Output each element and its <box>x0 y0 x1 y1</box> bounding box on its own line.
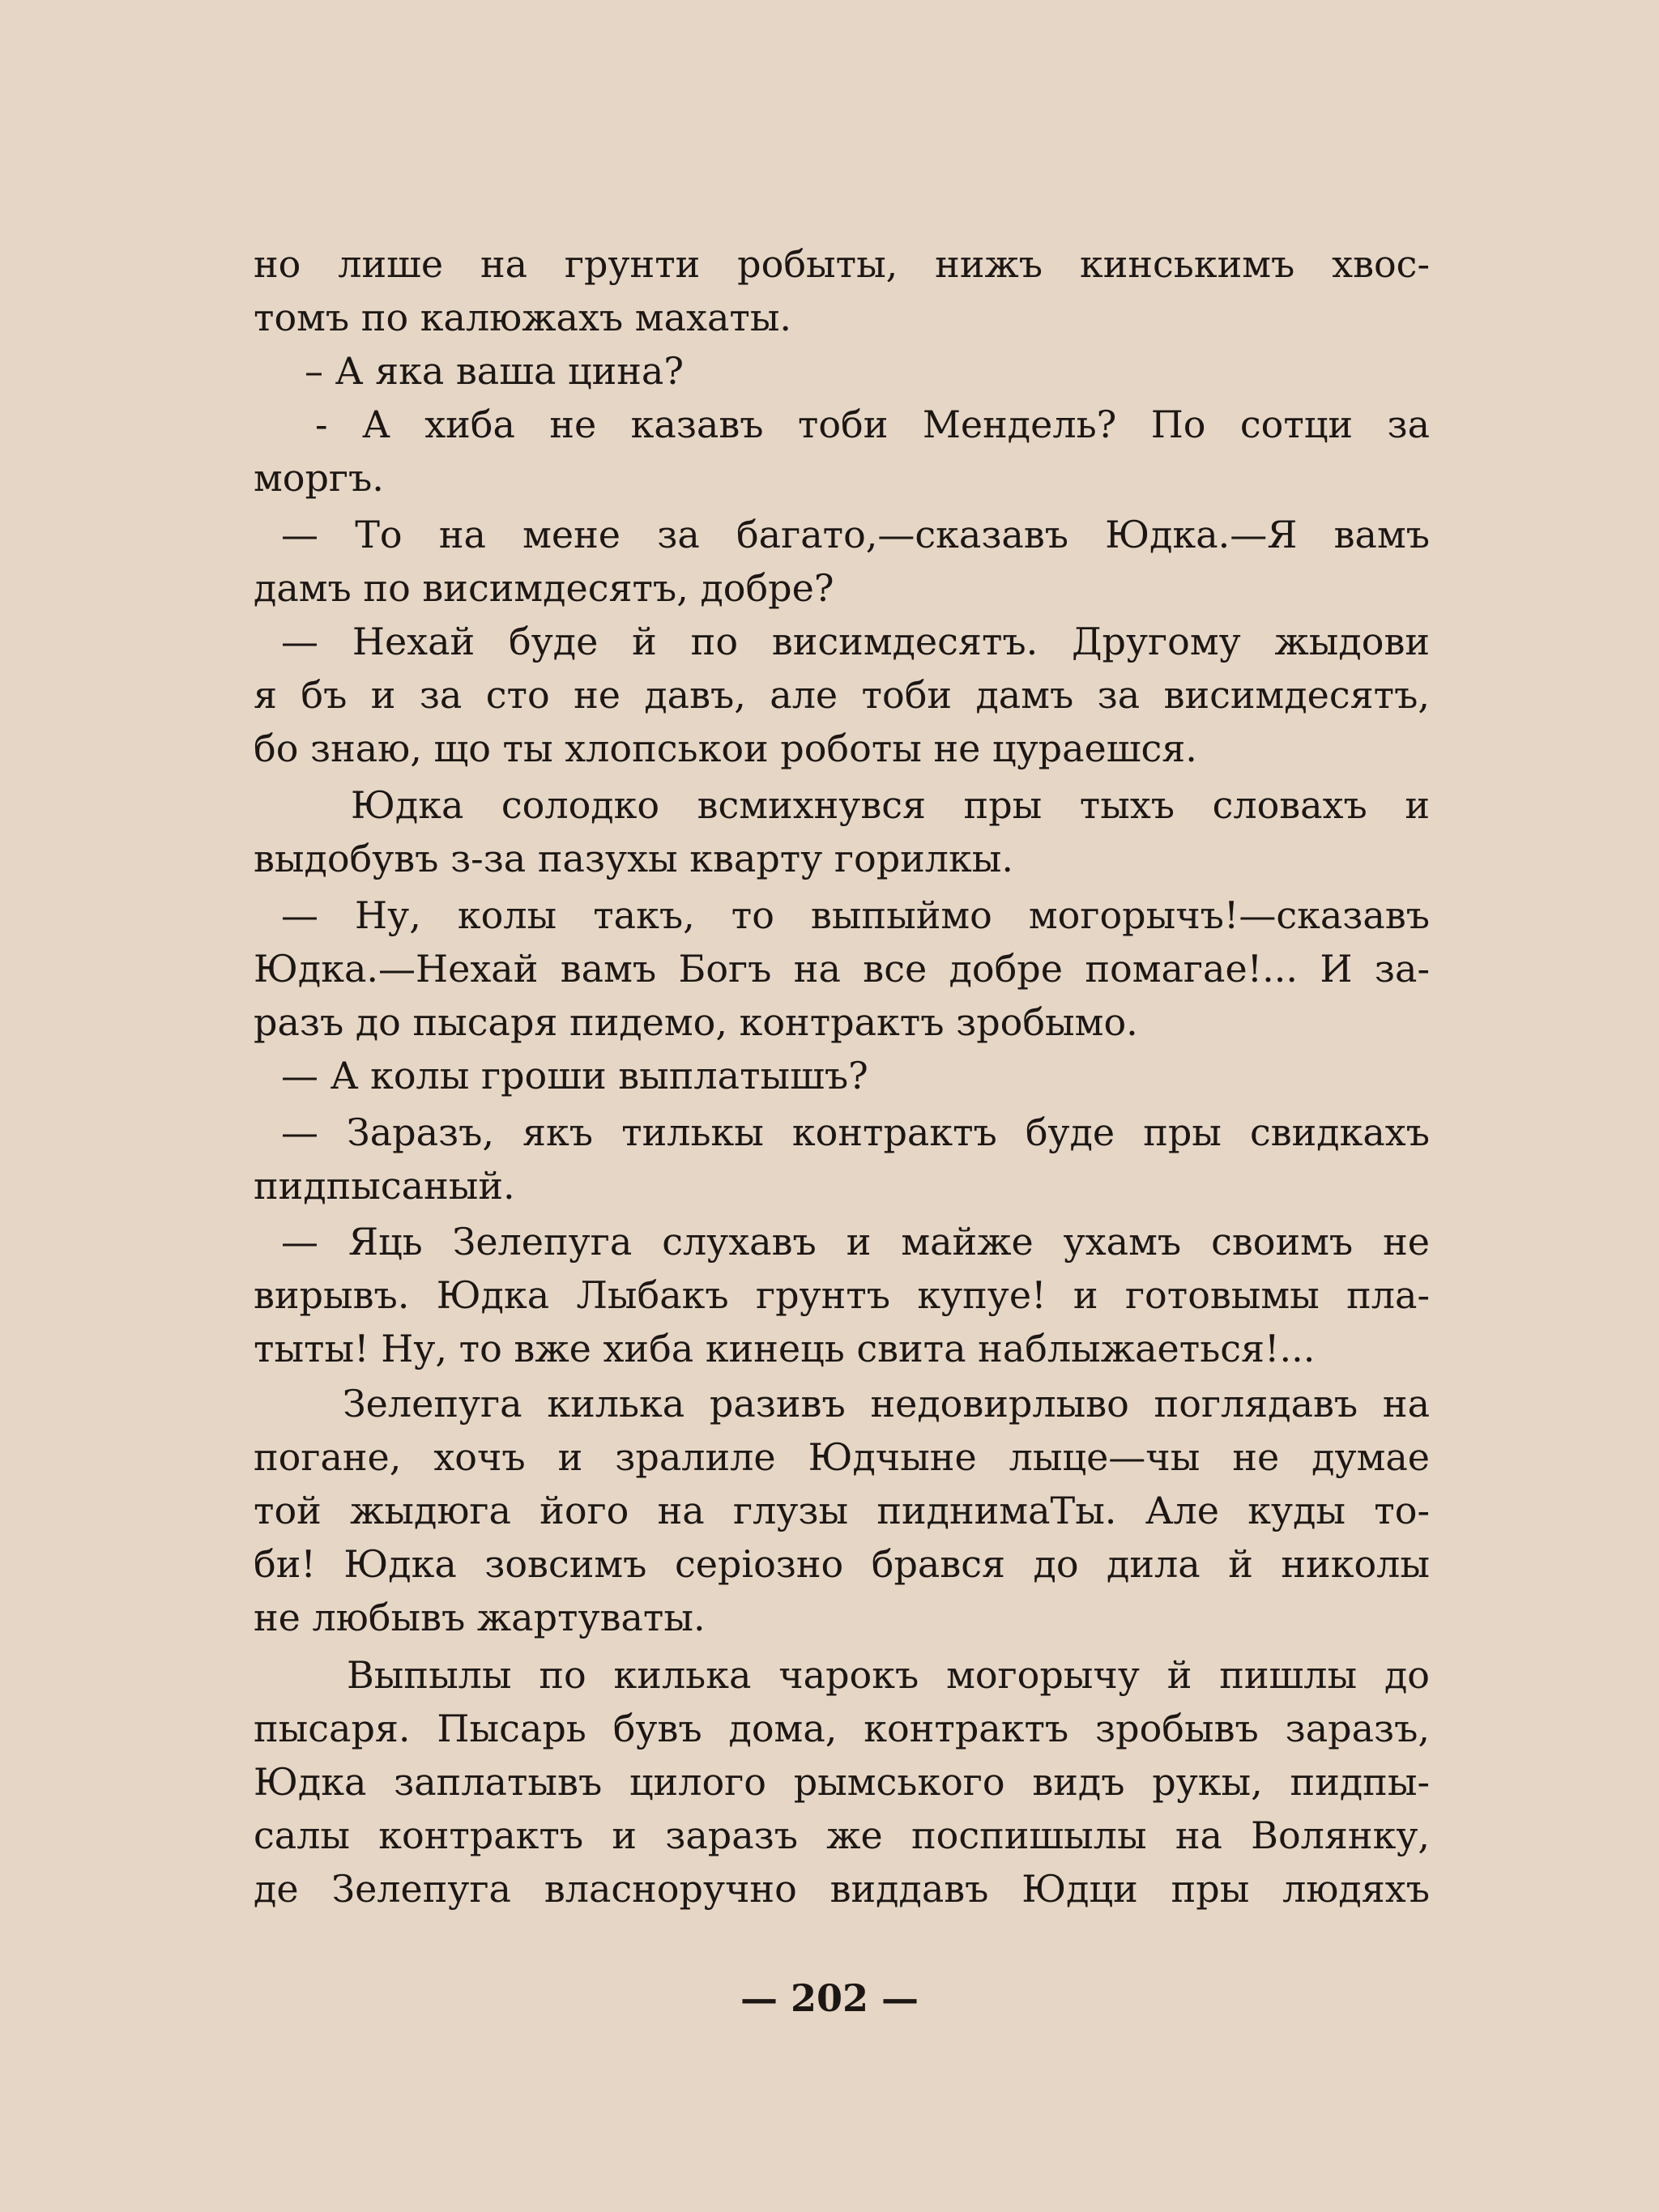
text-line: выдобувъ з-за пазухы кварту горилкы. <box>254 837 1014 880</box>
text-line: моргъ. <box>254 456 384 500</box>
text-line: тыты! Ну, то вже хиба кинець свита наблыжаеться!... <box>254 1327 1316 1370</box>
text-line: де Зелепуга власноручно виддавъ Юдци пры людяхъ <box>254 1867 1430 1911</box>
text-line: пысаря. Пысарь бувъ дома, контрактъ зробывъ заразъ, <box>254 1707 1430 1750</box>
text-line: — Ну, колы такъ, то выпыймо могорычъ!—сказавъ <box>281 893 1430 937</box>
text-line: но лише на грунти робыты, нижъ кинськимъ хвос- <box>254 242 1430 286</box>
text-line: би! Юдка зовсимъ серіозно брався до дила й николы <box>254 1542 1430 1586</box>
text-line: погане, хочъ и зралиле Юдчыне лыце—чы не думае <box>254 1435 1430 1479</box>
text-line: бо знаю, що ты хлопськои роботы не цураешся. <box>254 727 1197 770</box>
text-line: Юдка.—Нехай вамъ Богъ на все добре помагае!... И за- <box>254 947 1430 991</box>
text-line: Юдка заплатывъ цилого рымського видъ рукы, пидпы- <box>254 1760 1430 1804</box>
text-line: – А яка ваша цина? <box>305 349 684 393</box>
text-line: томъ по калюжахъ махаты. <box>254 296 792 339</box>
text-line: — А колы гроши выплатышъ? <box>281 1054 868 1097</box>
text-line: разъ до пысаря пидемо, контрактъ зробымо. <box>254 1000 1138 1044</box>
text-line: — Заразъ, якъ тилькы контрактъ буде пры свидкахъ <box>281 1110 1430 1154</box>
text-line: я бъ и за сто не давъ, але тоби дамъ за висимдесятъ, <box>254 673 1430 717</box>
text-line: не любывъ жартуваты. <box>254 1596 706 1639</box>
page-number: — 202 — <box>740 1976 919 2020</box>
text-line: вирывъ. Юдка Лыбакъ грунтъ купуе! и готовымы пла- <box>254 1273 1430 1317</box>
text-line: салы контрактъ и заразъ же поспишылы на Волянку, <box>254 1813 1430 1857</box>
text-line: Выпылы по килька чарокъ могорычу й пишлы до <box>347 1653 1430 1697</box>
text-line: - А хиба не казавъ тоби Мендель? По сотци за <box>315 403 1430 446</box>
text-line: — Яць Зелепуга слухавъ и майже ухамъ своимъ не <box>281 1220 1430 1264</box>
text-line: Зелепуга килька разивъ недовирлыво поглядавъ на <box>343 1382 1430 1426</box>
text-line: Юдка солодко всмихнувся пры тыхъ словахъ и <box>351 783 1430 827</box>
text-line: пидпысаный. <box>254 1164 515 1208</box>
text-line: — То на мене за багато,—сказавъ Юдка.—Я вамъ <box>281 513 1430 556</box>
text-line: дамъ по висимдесятъ, добре? <box>254 566 834 610</box>
text-line: той жыдюга його на глузы пиднимаТы. Але куды то- <box>254 1489 1430 1532</box>
text-line: — Нехай буде й по висимдесятъ. Другому жыдови <box>281 620 1430 663</box>
